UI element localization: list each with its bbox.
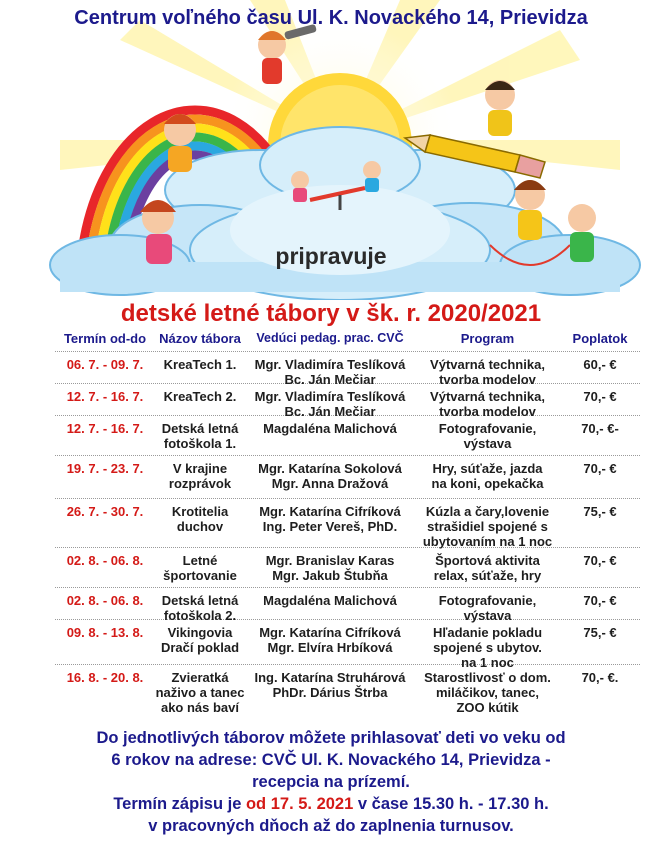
cell-leaders	[245, 461, 415, 491]
cell-program-line: Fotografovanie,	[438, 593, 537, 608]
cell-fee-line: 70,- €.	[581, 670, 619, 685]
cell-program-line: strašidiel spojené s	[427, 519, 548, 534]
cell-fee	[560, 593, 640, 608]
cell-date-line: 06. 7. - 09. 7.	[66, 357, 144, 372]
cell-fee-line: 70,- €-	[581, 421, 619, 436]
footer-line-3: recepcia na prízemí.	[252, 773, 410, 791]
cell-program-line: tvorba modelov	[439, 372, 536, 387]
cell-leaders-line: Bc. Ján Mečiar	[284, 372, 376, 387]
cell-leaders-line: Mgr. Vladimíra Teslíková	[254, 357, 406, 372]
table-header-row	[55, 331, 640, 351]
cell-program-line: Hľadanie pokladu	[432, 625, 543, 640]
cell-fee-line: 70,- €	[583, 461, 617, 476]
table-row	[55, 455, 640, 498]
cell-fee	[560, 389, 640, 404]
cell-name-line: V krajine	[172, 461, 228, 476]
cell-name-line: fotoškola 1.	[163, 436, 237, 451]
cell-leaders-line: Mgr. Elvíra Hrbíková	[267, 640, 393, 655]
table-row	[55, 619, 640, 670]
cell-fee-line: 75,- €	[583, 504, 617, 519]
cell-date	[55, 593, 155, 608]
cell-name-line: duchov	[176, 519, 224, 534]
cell-name-line: rozprávok	[168, 476, 232, 491]
cell-date	[55, 357, 155, 372]
cell-date-line: 19. 7. - 23. 7.	[66, 461, 144, 476]
cell-date-line: 12. 7. - 16. 7.	[66, 389, 144, 404]
column-header-date: Termín od-do	[63, 331, 147, 346]
cell-name-line: športovanie	[163, 568, 237, 583]
cell-program	[415, 504, 560, 549]
table-body	[55, 351, 640, 715]
cell-leaders-line: Ing. Katarína Struhárová	[254, 670, 406, 685]
cell-date-line: 02. 8. - 06. 8.	[66, 553, 144, 568]
cell-fee	[560, 670, 640, 685]
table-row	[55, 498, 640, 547]
cell-name-line: Detská letná	[161, 421, 239, 436]
cell-program-line: Kúzla a čary,lovenie	[425, 504, 550, 519]
cell-fee-line: 70,- €	[583, 389, 617, 404]
cell-leaders	[245, 357, 415, 387]
cell-leaders-line: Mgr. Jakub Štubňa	[272, 568, 388, 583]
cell-name	[155, 504, 245, 534]
cell-name	[155, 461, 245, 491]
cell-fee	[560, 461, 640, 476]
cell-program	[415, 625, 560, 670]
cell-leaders-line: PhDr. Dárius Štrba	[272, 685, 388, 700]
cell-leaders-line: Magdaléna Malichová	[263, 421, 397, 436]
table-row	[55, 383, 640, 419]
kid-on-pencil	[485, 80, 515, 136]
table-row	[55, 664, 640, 715]
cell-program	[415, 421, 560, 451]
cell-fee	[560, 421, 640, 436]
registration-label: Termín zápisu je	[113, 795, 246, 813]
cell-leaders-line: Mgr. Vladimíra Teslíková	[254, 389, 406, 404]
cell-name-line: KreaTech 1.	[163, 357, 237, 372]
cell-name	[155, 389, 245, 404]
registration-date: od 17. 5. 2021	[245, 795, 354, 813]
cell-name-line: naživo a tanec	[155, 685, 245, 700]
cell-date	[55, 421, 155, 436]
cell-date-line: 26. 7. - 30. 7.	[66, 504, 144, 519]
cell-name	[155, 553, 245, 583]
footer-line-2: 6 rokov na adrese: CVČ Ul. K. Novackého 14, Prievidza -	[111, 751, 551, 769]
cell-fee-line: 75,- €	[583, 625, 617, 640]
cell-program-line: Výtvarná technika,	[430, 357, 545, 372]
cell-program-line: ubytovaním na 1 noc	[422, 534, 553, 549]
cell-program-line: ZOO kútik	[456, 700, 519, 715]
cell-name	[155, 670, 245, 715]
cell-program-line: Fotografovanie,	[438, 421, 537, 436]
camps-table	[55, 331, 640, 715]
cell-fee	[560, 357, 640, 372]
cell-leaders-line: Mgr. Katarína Sokolová	[258, 461, 402, 476]
footer-line-1: Do jednotlivých táborov môžete prihlasovať deti vo veku od	[96, 729, 566, 747]
cell-fee	[560, 553, 640, 568]
column-header-program: Program	[460, 331, 515, 346]
cell-leaders	[245, 593, 415, 608]
cell-fee-line: 70,- €	[583, 593, 617, 608]
footer-info	[0, 727, 662, 837]
cell-leaders	[245, 670, 415, 700]
registration-time: v čase 15.30 h. - 17.30 h.	[353, 795, 549, 813]
cell-name-line: fotoškola 2.	[163, 608, 237, 623]
center-title: Centrum voľného času Ul. K. Novackého 14, Prievidza	[74, 7, 588, 29]
cell-date-line: 09. 8. - 13. 8.	[66, 625, 144, 640]
cell-program	[415, 670, 560, 715]
cell-date	[55, 670, 155, 685]
cell-program-line: tvorba modelov	[439, 404, 536, 419]
cell-fee-line: 70,- €	[583, 553, 617, 568]
cell-program-line: spojené s ubytov.	[433, 640, 542, 655]
cell-program-line: Výtvarná technika,	[430, 389, 545, 404]
cell-name-line: Letné	[182, 553, 218, 568]
table-row	[55, 547, 640, 587]
cell-leaders-line: Ing. Peter Vereš, PhD.	[262, 519, 398, 534]
footer-line-5: v pracovných dňoch až do zaplnenia turnusov.	[148, 817, 514, 835]
cell-name	[155, 357, 245, 372]
cell-leaders	[245, 504, 415, 534]
cell-date	[55, 625, 155, 640]
cell-program-line: miláčikov, tanec,	[435, 685, 540, 700]
cell-date	[55, 553, 155, 568]
cell-program	[415, 461, 560, 491]
table-row	[55, 351, 640, 387]
cell-fee	[560, 504, 640, 519]
cell-name	[155, 593, 245, 623]
footer-line-4	[0, 793, 662, 815]
cell-program-line: na 1 noc	[461, 655, 514, 670]
cell-leaders-line: Mgr. Anna Dražová	[271, 476, 389, 491]
cell-program-line: relax, súťaže, hry	[433, 568, 542, 583]
cell-leaders	[245, 553, 415, 583]
cell-program-line: na koni, opekačka	[431, 476, 544, 491]
cell-leaders-line: Mgr. Katarína Cifríková	[259, 625, 401, 640]
cell-name-line: Zvieratká	[171, 670, 229, 685]
cell-leaders	[245, 389, 415, 419]
cell-date-line: 02. 8. - 06. 8.	[66, 593, 144, 608]
cell-program	[415, 553, 560, 583]
camps-title: detské letné tábory v šk. r. 2020/2021	[120, 300, 542, 327]
cell-leaders-line: Bc. Ján Mečiar	[284, 404, 376, 419]
cell-date	[55, 504, 155, 519]
cell-date	[55, 389, 155, 404]
cell-program-line: Športová aktivita	[435, 553, 540, 568]
cell-program-line: Hry, súťaže, jazda	[432, 461, 543, 476]
cell-name	[155, 421, 245, 451]
cell-program	[415, 593, 560, 623]
cell-name-line: Vikingovia	[167, 625, 233, 640]
cloud-text: pripravuje	[275, 243, 387, 269]
cell-program-line: výstava	[463, 608, 512, 623]
table-row	[55, 415, 640, 455]
column-header-fee: Poplatok	[572, 331, 628, 346]
cell-name	[155, 625, 245, 655]
column-header-name: Názov tábora	[159, 331, 241, 346]
cell-program	[415, 389, 560, 419]
cell-name-line: Dračí poklad	[160, 640, 240, 655]
cell-program-line: Starostlivosť o dom.	[424, 670, 551, 685]
cell-program-line: výstava	[463, 436, 512, 451]
cell-name-line: Detská letná	[161, 593, 239, 608]
cell-leaders-line: Mgr. Katarína Cifríková	[259, 504, 401, 519]
cell-leaders-line: Magdaléna Malichová	[263, 593, 397, 608]
table-row	[55, 587, 640, 623]
cell-name-line: ako nás baví	[160, 700, 240, 715]
cell-leaders	[245, 625, 415, 655]
column-header-leaders: Vedúci pedag. prac. CVČ	[256, 331, 404, 345]
cell-program	[415, 357, 560, 387]
cell-fee	[560, 625, 640, 640]
cell-name-line: Krotitelia	[171, 504, 229, 519]
cell-leaders-line: Mgr. Branislav Karas	[265, 553, 395, 568]
cell-leaders	[245, 421, 415, 436]
cell-fee-line: 60,- €	[583, 357, 617, 372]
cell-date-line: 12. 7. - 16. 7.	[66, 421, 144, 436]
cell-date-line: 16. 8. - 20. 8.	[66, 670, 144, 685]
cell-date	[55, 461, 155, 476]
cell-name-line: KreaTech 2.	[163, 389, 237, 404]
